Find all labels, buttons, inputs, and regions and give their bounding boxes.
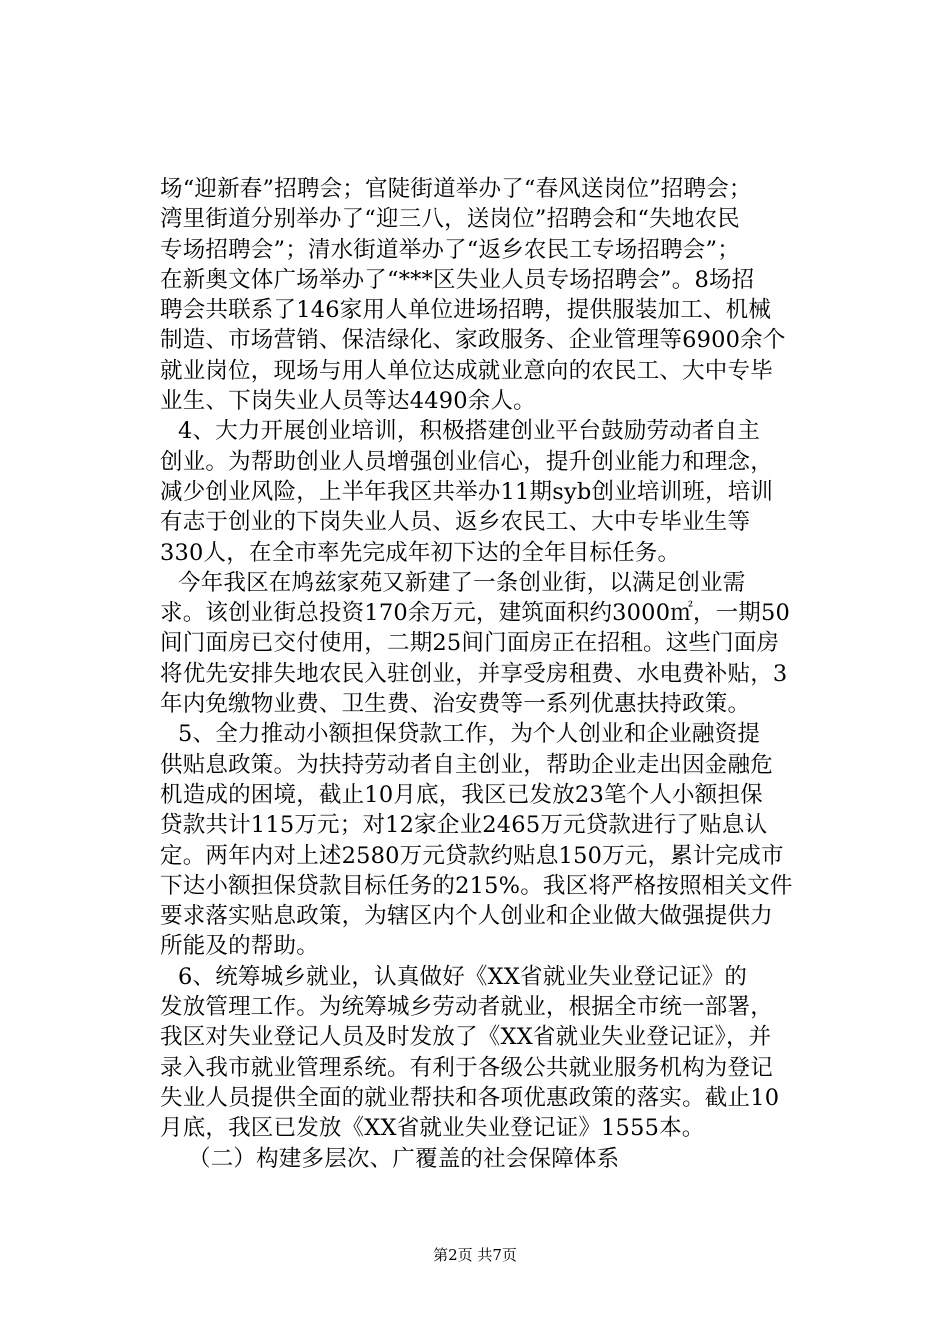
text-line: 场“迎新春”招聘会；官陡街道举办了“春风送岗位”招聘会； bbox=[160, 176, 752, 202]
section-heading: （二）构建多层次、广覆盖的社会保障体系 bbox=[188, 1145, 620, 1172]
text-line: 湾里街道分别举办了“迎三八，送岗位”招聘会和“失地农民 bbox=[160, 206, 740, 233]
text-line: 间门面房已交付使用，二期25间门面房正在招租。这些门面房 bbox=[160, 630, 780, 657]
text-line: 要求落实贴息政策，为辖区内个人创业和企业做大做强提供力 bbox=[160, 903, 773, 930]
paragraph-start-line: 5、全力推动小额担保贷款工作，为个人创业和企业融资提 bbox=[178, 721, 761, 748]
text-line: 下达小额担保贷款目标任务的215%。我区将严格按照相关文件 bbox=[160, 872, 793, 899]
paragraph-start-line: 4、大力开展创业培训，积极搭建创业平台鼓励劳动者自主 bbox=[178, 418, 761, 445]
text-line: 专场招聘会”；清水街道举办了“返乡农民工专场招聘会”； bbox=[160, 236, 740, 263]
text-line: 制造、市场营销、保洁绿化、家政服务、企业管理等6900余个 bbox=[160, 327, 786, 354]
text-line: 将优先安排失地农民入驻创业，并享受房租费、水电费补贴，3 bbox=[160, 660, 788, 687]
text-line: 发放管理工作。为统筹城乡劳动者就业，根据全市统一部署， bbox=[160, 994, 773, 1021]
text-line: 求。该创业街总投资170余万元，建筑面积约3000㎡，一期50 bbox=[160, 600, 791, 627]
text-line: 定。两年内对上述2580万元贷款约贴息150万元，累计完成市 bbox=[160, 842, 784, 869]
text-line: 业生、下岗失业人员等达4490余人。 bbox=[160, 388, 536, 415]
text-line: 创业。为帮助创业人员增强创业信心，提升创业能力和理念， bbox=[160, 448, 773, 475]
text-line: 聘会共联系了146家用人单位进场招聘，提供服装加工、机械 bbox=[160, 297, 772, 324]
page-footer: 第2页 共7页 bbox=[433, 1246, 517, 1264]
text-line: 在新奥文体广场举办了“***区失业人员专场招聘会”。8场招 bbox=[160, 266, 755, 293]
text-line: 供贴息政策。为扶持劳动者自主创业，帮助企业走出因金融危 bbox=[160, 751, 773, 778]
text-line: 330人，在全市率先完成年初下达的全年目标任务。 bbox=[160, 539, 681, 566]
text-line: 减少创业风险，上半年我区共举办11期syb创业培训班，培训 bbox=[160, 478, 774, 505]
body-text bbox=[160, 174, 840, 1174]
paragraph-start-line: 今年我区在鸠兹家苑又新建了一条创业街，以满足创业需 bbox=[178, 569, 746, 596]
text-line: 录入我市就业管理系统。有利于各级公共就业服务机构为登记 bbox=[160, 1054, 773, 1081]
text-line: 贷款共计115万元；对12家企业2465万元贷款进行了贴息认 bbox=[160, 812, 768, 839]
text-line: 机造成的困境，截止10月底，我区已发放23笔个人小额担保 bbox=[160, 781, 763, 808]
text-line: 所能及的帮助。 bbox=[160, 933, 319, 960]
text-line: 就业岗位，现场与用人单位达成就业意向的农民工、大中专毕 bbox=[160, 357, 773, 384]
text-line: 失业人员提供全面的就业帮扶和各项优惠政策的落实。截止10 bbox=[160, 1084, 780, 1111]
text-line: 有志于创业的下岗失业人员、返乡农民工、大中专毕业生等 bbox=[160, 509, 751, 536]
paragraph-start-line: 6、统筹城乡就业，认真做好《XX省就业失业登记证》的 bbox=[178, 963, 748, 990]
text-line: 年内免缴物业费、卫生费、治安费等一系列优惠扶持政策。 bbox=[160, 691, 751, 718]
text-line: 月底，我区已发放《XX省就业失业登记证》1555本。 bbox=[160, 1115, 705, 1142]
text-line: 我区对失业登记人员及时发放了《XX省就业失业登记证》，并 bbox=[160, 1024, 772, 1051]
